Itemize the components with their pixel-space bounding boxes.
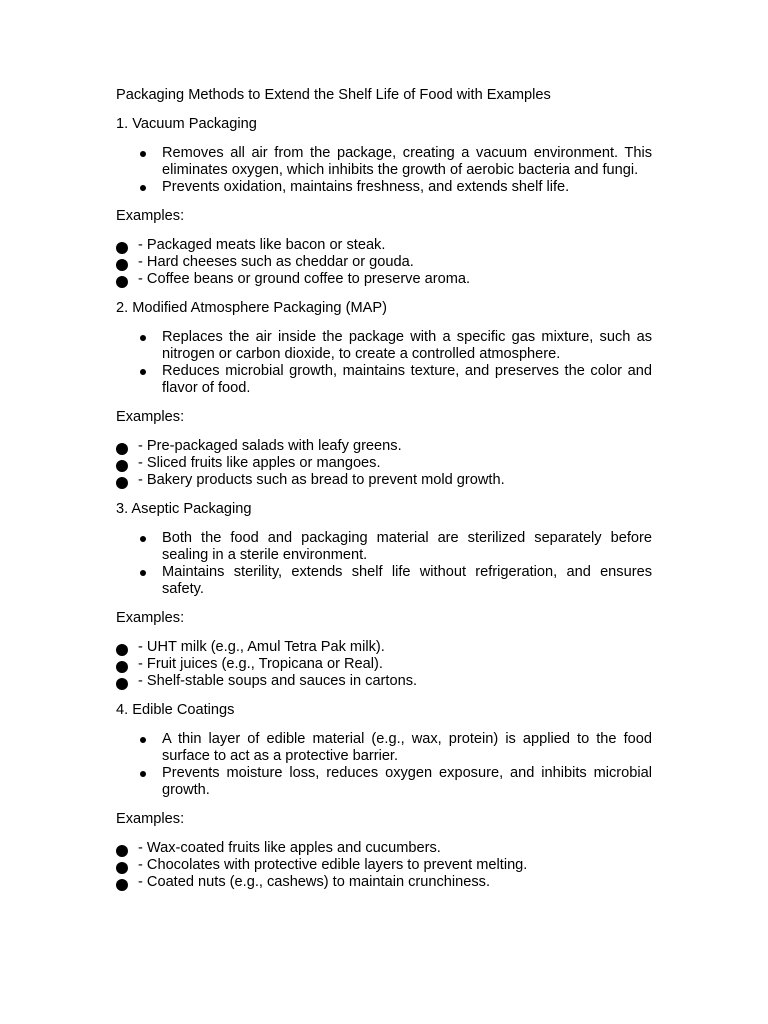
examples-label: Examples: [116, 610, 185, 626]
method-point [116, 145, 652, 179]
method-point [116, 179, 652, 196]
method-point [116, 564, 652, 598]
bullet-icon [140, 151, 146, 157]
method-points-list [116, 530, 652, 598]
examples-label: Examples: [116, 409, 185, 425]
example-text: - Hard cheeses such as cheddar or gouda. [138, 254, 414, 270]
bullet-icon [116, 477, 128, 489]
examples-label: Examples: [116, 811, 185, 827]
section-heading: 2. Modified Atmosphere Packaging (MAP) [116, 300, 387, 316]
method-point [116, 765, 652, 799]
method-point [116, 363, 652, 397]
bullet-icon [116, 276, 128, 288]
method-point-text: Removes all air from the package, creating a vacuum environment. This eliminates oxygen, which inhibits the growth of aerobic bacteria and fungi. [162, 145, 652, 178]
bullet-icon [140, 185, 146, 191]
method-point [116, 731, 652, 765]
examples-list [116, 438, 652, 489]
example-item [116, 237, 652, 254]
example-text: - Sliced fruits like apples or mangoes. [138, 455, 381, 471]
section-aseptic-packaging [116, 501, 652, 690]
bullet-icon [116, 259, 128, 271]
method-point-text: Maintains sterility, extends shelf life without refrigeration, and ensures safety. [162, 564, 652, 597]
example-item [116, 271, 652, 288]
example-item [116, 656, 652, 673]
bullet-icon [140, 335, 146, 341]
bullet-icon [116, 443, 128, 455]
section-edible-coatings [116, 702, 652, 891]
method-point-text: Prevents moisture loss, reduces oxygen exposure, and inhibits microbial growth. [162, 765, 652, 798]
example-item [116, 840, 652, 857]
bullet-icon [140, 771, 146, 777]
example-text: - Packaged meats like bacon or steak. [138, 237, 386, 253]
section-modified-atmosphere-packaging [116, 300, 652, 489]
document-page [116, 87, 652, 903]
method-point-text: Both the food and packaging material are sterilized separately before sealing in a sterile environment. [162, 530, 652, 563]
bullet-icon [116, 678, 128, 690]
method-point-text: Replaces the air inside the package with a specific gas mixture, such as nitrogen or carbon dioxide, to create a controlled atmosphere. [162, 329, 652, 362]
document-title: Packaging Methods to Extend the Shelf Life of Food with Examples [116, 87, 551, 103]
example-item [116, 438, 652, 455]
method-points-list [116, 329, 652, 397]
method-point-text: Prevents oxidation, maintains freshness, and extends shelf life. [162, 179, 570, 195]
bullet-icon [140, 369, 146, 375]
example-text: - Coated nuts (e.g., cashews) to maintain crunchiness. [138, 874, 491, 890]
method-points-list [116, 145, 652, 196]
section-vacuum-packaging [116, 116, 652, 288]
bullet-icon [140, 570, 146, 576]
bullet-icon [140, 737, 146, 743]
example-item [116, 472, 652, 489]
example-text: - Wax-coated fruits like apples and cucumbers. [138, 840, 441, 856]
method-point-text: A thin layer of edible material (e.g., wax, protein) is applied to the food surface to act as a protective barrier. [162, 731, 652, 764]
examples-list [116, 639, 652, 690]
example-item [116, 857, 652, 874]
bullet-icon [116, 242, 128, 254]
method-point [116, 530, 652, 564]
bullet-icon [140, 536, 146, 542]
example-item [116, 874, 652, 891]
method-points-list [116, 731, 652, 799]
example-text: - Chocolates with protective edible layers to prevent melting. [138, 857, 528, 873]
example-text: - Coffee beans or ground coffee to preserve aroma. [138, 271, 471, 287]
method-point [116, 329, 652, 363]
bullet-icon [116, 644, 128, 656]
example-text: - Shelf-stable soups and sauces in cartons. [138, 673, 418, 689]
example-item [116, 673, 652, 690]
examples-list [116, 237, 652, 288]
bullet-icon [116, 845, 128, 857]
bullet-icon [116, 661, 128, 673]
bullet-icon [116, 862, 128, 874]
example-text: - Pre-packaged salads with leafy greens. [138, 438, 402, 454]
method-point-text: Reduces microbial growth, maintains texture, and preserves the color and flavor of food. [162, 363, 652, 396]
example-text: - Bakery products such as bread to prevent mold growth. [138, 472, 505, 488]
examples-list [116, 840, 652, 891]
examples-label: Examples: [116, 208, 185, 224]
section-heading: 1. Vacuum Packaging [116, 116, 257, 132]
example-item [116, 639, 652, 656]
example-item [116, 254, 652, 271]
section-heading: 3. Aseptic Packaging [116, 501, 252, 517]
example-item [116, 455, 652, 472]
bullet-icon [116, 879, 128, 891]
bullet-icon [116, 460, 128, 472]
section-heading: 4. Edible Coatings [116, 702, 235, 718]
example-text: - UHT milk (e.g., Amul Tetra Pak milk). [138, 639, 385, 655]
example-text: - Fruit juices (e.g., Tropicana or Real). [138, 656, 383, 672]
